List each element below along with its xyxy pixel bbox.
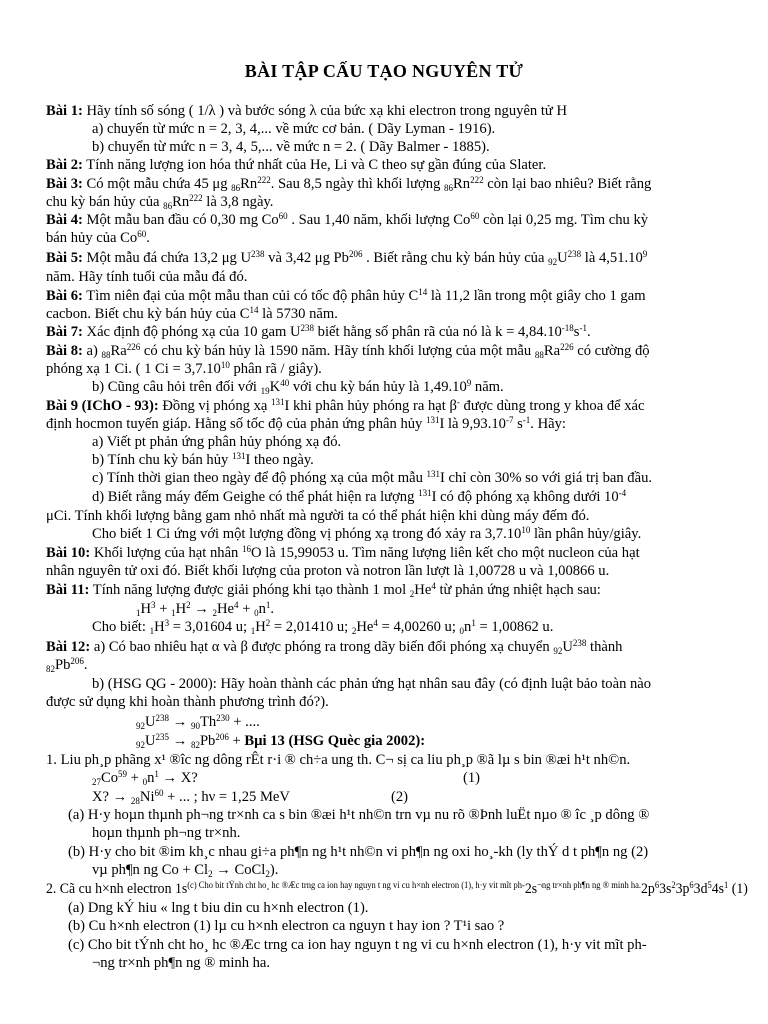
- exercise-10-line-2: nhân nguyên tử oxi đó. Biết khối lượng của proton và notron lần lượt là 1,00728 u và 1,00866 u.: [46, 563, 610, 579]
- exercise-13-part-b-cont: [92, 862, 278, 879]
- superscript: 226: [560, 342, 574, 352]
- text-run: U: [557, 250, 568, 266]
- exercise-11-reaction: [136, 601, 274, 618]
- text-run: c) Tính thời gian theo ngày để độ phóng xạ của một mẫu: [92, 470, 427, 486]
- text-run: Cho biết 1 Ci ứng với một lượng đồng vị phóng xạ trong đó xảy ra 3,7.10: [92, 526, 522, 542]
- text-run: biết hằng số phân rã của nó là k = 4,84.10: [314, 324, 562, 340]
- text-run: He: [356, 619, 374, 635]
- subscript: 88: [534, 350, 544, 360]
- superscript: 226: [126, 342, 141, 352]
- text-run: .: [83, 657, 88, 673]
- exercise-8-label: Bài 8:: [46, 343, 83, 359]
- subscript: 2: [351, 626, 357, 636]
- exercise-12-part-b-cont: được sử dụng khi hoàn thành phương trình đó?).: [46, 694, 329, 710]
- text-run: bán hủy của Co: [46, 230, 138, 246]
- text-run: là 11,2 lần trong một giây cho 1 gam: [427, 288, 646, 304]
- text-run: Một mẫu đá chứa 13,2 μg U: [82, 250, 252, 266]
- subscript: 1: [250, 626, 256, 636]
- exercise-13-item-2-part-c: (c) Cho bit tÝnh cht ho¸ hc ®Æc trng ca ion hay nguyn t ng vi cu h×nh electron (1), h·y vit mĩt ph-: [68, 937, 647, 953]
- superscript: -1: [579, 323, 587, 333]
- text-run: → CoCl: [212, 862, 266, 878]
- text-run: H: [255, 619, 266, 635]
- text-run: = 3,01604 u;: [169, 619, 251, 635]
- text-run: chu kỳ bán hủy của: [46, 194, 164, 210]
- text-run: là 4,51.10: [581, 250, 643, 266]
- subscript: 82: [190, 740, 200, 750]
- exercise-9-part-d-cont: μCi. Tính khối lượng bằng gam nhỏ nhất mà người ta có thể phát hiện khi dùng máy đếm đó.: [46, 508, 590, 524]
- text-run: .: [146, 230, 150, 246]
- text-run: d) Biết rằng máy đếm Geighe có thể phát hiện ra lượng: [92, 489, 419, 505]
- exercise-13-eq-number-1: (1): [463, 770, 481, 786]
- text-run: . Sau 1,40 năm, khối lượng Co: [287, 212, 471, 228]
- superscript: 238: [155, 713, 170, 723]
- superscript: 9: [642, 249, 648, 259]
- text-run: X? →: [92, 789, 131, 805]
- text-run: →: [190, 601, 213, 617]
- superscript: 60: [278, 211, 288, 221]
- subscript: 27: [92, 777, 101, 787]
- exercise-11-given: [92, 619, 553, 636]
- superscript: 238: [572, 638, 587, 648]
- text-run: với chu kỳ bán hủy là 1,49.10: [289, 379, 467, 395]
- exercise-2-line-1: [46, 157, 546, 174]
- exercise-3-line-2: [46, 194, 273, 211]
- text-run: +: [238, 601, 255, 617]
- exercise-9-note: [92, 526, 641, 543]
- exercise-13-part-a-cont: hoµn thµnh ph¬ng tr×nh.: [92, 825, 241, 841]
- text-run: 3s: [659, 881, 672, 897]
- exercise-6-line-1: [46, 288, 646, 305]
- superscript: 1: [471, 618, 476, 628]
- text-run: a) Có bao nhiêu hạt α và β được phóng ra trong dãy biến đổi phóng xạ chuyển: [90, 639, 554, 655]
- exercise-9-part-c: [92, 470, 652, 487]
- text-run: và 3,42 μg Pb: [264, 250, 349, 266]
- superscript: 206: [348, 249, 363, 259]
- superscript: 1: [265, 600, 271, 610]
- text-run: U: [145, 733, 156, 749]
- exercise-9-line-2: [46, 416, 566, 433]
- superscript: 60: [470, 211, 480, 221]
- text-run: . Sau 8,5 ngày thì khối lượng: [270, 176, 445, 192]
- superscript: 2: [186, 600, 191, 610]
- superscript: 238: [300, 323, 315, 333]
- subscript: 92: [136, 740, 145, 750]
- exercise-8-line-3: [92, 379, 504, 396]
- text-run: He: [414, 582, 432, 598]
- subscript: 2: [212, 608, 218, 618]
- exercise-11-label: Bài 11:: [46, 582, 90, 598]
- superscript: 230: [216, 713, 230, 723]
- text-run: Tính năng lượng được giải phóng khi tạo thành 1 mol: [89, 582, 410, 598]
- text-run: U: [145, 714, 156, 730]
- text-run: I theo ngày.: [245, 452, 314, 468]
- subscript: 86: [231, 183, 241, 193]
- superscript: 1: [724, 880, 729, 890]
- subscript: 2: [409, 589, 415, 599]
- exercise-10-line-1: [46, 545, 640, 562]
- exercise-7-line-1: [46, 324, 591, 341]
- exercise-11-line-1: [46, 582, 601, 599]
- superscript: 14: [418, 287, 428, 297]
- text-run: được dùng trong y khoa để xác: [459, 398, 645, 414]
- subscript: 28: [130, 796, 140, 806]
- exercise-13-part-a: (a) H·y hoµn thµnh ph¬ng tr×nh ca s bin ®æi h¹t nh©n trn vµ nu rõ ®Þnh luËt nµo ® îc ¸p dông ®: [68, 807, 650, 823]
- exercise-12-reaction-2: [136, 733, 425, 750]
- text-run: từ phản ứng nhiệt hạch sau:: [435, 582, 601, 598]
- exercise-13-reaction-2: [92, 789, 290, 806]
- text-run: lần phân hủy/giây.: [530, 526, 642, 542]
- subscript: 1: [136, 608, 141, 618]
- exercise-8-line-2: [46, 361, 322, 378]
- text-run: phóng xạ 1 Ci. ( 1 Ci = 3,7.10: [46, 361, 221, 377]
- text-run: Pb: [199, 733, 216, 749]
- superscript: 59: [118, 769, 128, 779]
- subscript: 86: [163, 201, 173, 211]
- exercise-12-label: Bài 12:: [46, 639, 91, 655]
- superscript: 6: [689, 880, 694, 890]
- text-run: I là 9,93.10: [439, 416, 506, 432]
- text-run: He: [217, 601, 235, 617]
- text-run: còn lại 0,25 mg. Tìm chu kỳ: [479, 212, 649, 228]
- text-run: vµ ph¶n ng Co + Cl: [92, 862, 209, 878]
- text-run: Pb: [55, 657, 71, 673]
- exercise-1-label: Bài 1:: [46, 103, 83, 119]
- superscript: 238: [567, 249, 582, 259]
- superscript: 4: [373, 618, 378, 628]
- exercise-5-label: Bài 5:: [46, 250, 83, 266]
- text-run: Đồng vị phóng xạ: [158, 398, 271, 414]
- text-run: .: [586, 324, 591, 340]
- superscript: 222: [470, 175, 484, 185]
- superscript: -7: [505, 415, 514, 425]
- text-run: n: [464, 619, 472, 635]
- text-run: I chỉ còn 30% so với giá trị ban đầu.: [440, 470, 653, 486]
- subscript: 2: [208, 869, 213, 879]
- superscript: 131: [231, 451, 246, 461]
- exercise-10-label: Bài 10:: [46, 545, 91, 561]
- text-run: + ....: [229, 714, 260, 730]
- text-run: Xác định độ phóng xạ của 10 gam U: [82, 324, 301, 340]
- exercise-6-line-2: [46, 306, 338, 323]
- superscript: 2: [671, 880, 676, 890]
- text-run: H: [140, 601, 152, 617]
- text-run: n: [258, 601, 266, 617]
- text-run: 3p: [675, 881, 690, 897]
- exercise-13-item-2-part-c-cont: ¬ng tr×nh ph¶n ng ® minh ha.: [92, 955, 271, 971]
- text-run: +: [127, 770, 143, 786]
- text-run: H: [154, 619, 165, 635]
- superscript: -18: [561, 323, 574, 333]
- text-run: năm.: [471, 379, 504, 395]
- superscript: 222: [189, 193, 203, 203]
- text-run: + ... ; hν = 1,25 MeV: [163, 789, 290, 805]
- superscript: 10: [521, 525, 531, 535]
- text-run: O là 15,99053 u. Tìm năng lượng liên kết cho một nucleon của hạt: [251, 545, 640, 561]
- exercise-7-label: Bài 7:: [46, 324, 83, 340]
- subscript: 88: [101, 350, 111, 360]
- exercise-13-part-b: (b) H·y cho bit ®im kh¸c nhau gi÷a ph¶n ng h¹t nh©n vi ph¶n ng oxi ho¸-kh (ly thÝ d t ph¶n ng (2): [68, 844, 649, 860]
- superscript: (c) Cho bit tÝnh cht ho¸ hc ®Æc trng ca ion hay nguyn t ng vi cu h×nh electron (1), h·y vit mĩt ph-: [187, 880, 525, 890]
- superscript: 131: [418, 488, 432, 498]
- superscript: 131: [425, 415, 440, 425]
- text-run: = 4,00260 u;: [377, 619, 460, 635]
- text-run: n: [147, 770, 155, 786]
- text-run: Ra: [110, 343, 127, 359]
- superscript: 1: [154, 769, 159, 779]
- text-run: b) Tính chu kỳ bán hủy: [92, 452, 232, 468]
- superscript: 10: [220, 360, 230, 370]
- exercise-3-label: Bài 3:: [46, 176, 83, 192]
- text-run: b) Cũng câu hỏi trên đối với: [92, 379, 261, 395]
- text-run: thành: [586, 639, 623, 655]
- text-run: . Biết rằng chu kỳ bán hủy của: [362, 250, 549, 266]
- exercise-1-part-a: a) chuyển từ mức n = 2, 3, 4,... về mức cơ bản. ( Dãy Lyman - 1916).: [92, 121, 496, 137]
- text-run: 2. Cã cu h×nh electron 1s: [46, 881, 188, 897]
- superscript: -: [456, 397, 460, 407]
- text-run: Rn: [240, 176, 258, 192]
- superscript: 3: [151, 600, 156, 610]
- text-run: 4s: [711, 881, 725, 897]
- subscript: 0: [142, 777, 148, 787]
- exercise-12-line-2: [46, 657, 88, 674]
- superscript: 131: [426, 469, 441, 479]
- exercise-9-line-1: [46, 398, 645, 415]
- subscript: 2: [265, 869, 270, 879]
- text-run: phân rã / giây).: [229, 361, 322, 377]
- exercise-9-part-a: a) Viết pt phản ứng phân hủy phóng xạ đó.: [92, 434, 342, 450]
- subscript: 82: [46, 664, 55, 674]
- text-run: = 2,01410 u;: [270, 619, 352, 635]
- superscript: 14: [249, 305, 259, 315]
- text-run: Ni: [139, 789, 155, 805]
- text-run: Có một mẫu chứa 45 μg: [82, 176, 232, 192]
- superscript: 2: [265, 618, 271, 628]
- exercise-6-label: Bài 6:: [46, 288, 83, 304]
- exercise-9-part-b: [92, 452, 314, 469]
- text-run: 2s: [524, 881, 538, 897]
- exercise-4-line-1: [46, 212, 648, 229]
- text-run: 3d: [693, 881, 708, 897]
- exercise-13-eq-number-2: (2): [391, 789, 409, 805]
- text-run: a): [82, 343, 102, 359]
- exercise-13-reaction-1: [92, 770, 198, 787]
- superscript: ¬ng tr×nh ph¶n ng ® minh ha.: [537, 880, 642, 890]
- text-run: Rn: [172, 194, 190, 210]
- superscript: 3: [164, 618, 170, 628]
- exercise-13-label: Bµi 13 (HSG Quèc gia 2002):: [244, 733, 426, 749]
- superscript: 9: [466, 378, 472, 388]
- exercise-1-text: Hãy tính số sóng ( 1/λ ) và bước sóng λ của bức xạ khi electron trong nguyên tử H: [82, 103, 568, 119]
- text-run: có chu kỳ bán hủy là 1590 năm. Hãy tính khối lượng của một mẫu: [140, 343, 535, 359]
- subscript: 0: [254, 608, 259, 618]
- text-run: U: [562, 639, 573, 655]
- text-run: định hocmon tuyến giáp. Hằng số tốc độ của phản ứng phân hủy: [46, 416, 426, 432]
- text-run: Co: [101, 770, 119, 786]
- text-run: →: [169, 714, 191, 730]
- exercise-9-label: Bài 9 (IChO - 93):: [46, 398, 159, 414]
- superscript: -1: [522, 415, 531, 425]
- superscript: 206: [70, 656, 84, 666]
- text-run: I khi phân hủy phóng ra hạt β: [284, 398, 457, 414]
- superscript: 4: [431, 581, 436, 591]
- text-run: K: [269, 379, 281, 395]
- exercise-2-text: Tính năng lượng ion hóa thứ nhất của He, Li và C theo sự gần đúng của Slater.: [82, 157, 547, 173]
- exercise-13-item-1: 1. Liu ph¸p phãng x¹ ®îc ng dông rÊt r·i ® ch÷a ung th. C¬ sị ca liu ph¸p ®ã lµ s bin ®æi h¹t nh©n.: [46, 752, 631, 768]
- text-run: Cho biết:: [92, 619, 150, 635]
- exercise-12-reaction-1: [136, 714, 260, 731]
- text-run: s: [513, 416, 523, 432]
- exercise-13-item-2-part-b: (b) Cu h×nh electron (1) lµ cu h×nh electron ca nguyn t hay ion ? T¹i sao ?: [68, 918, 505, 934]
- exercise-5-line-1: [46, 250, 647, 267]
- subscript: 19: [260, 386, 270, 396]
- text-run: Ra: [543, 343, 561, 359]
- text-run: còn lại bao nhiêu? Biết rằng: [483, 176, 652, 192]
- text-run: ).: [269, 862, 279, 878]
- text-run: s: [573, 324, 580, 340]
- text-run: . Hãy:: [530, 416, 566, 432]
- subscript: 90: [190, 721, 200, 731]
- superscript: 40: [280, 378, 290, 388]
- text-run: = 1,00862 u.: [475, 619, 554, 635]
- superscript: 131: [271, 397, 285, 407]
- document-title: BÀI TẬP CẤU TẠO NGUYÊN TỬ: [244, 61, 524, 81]
- subscript: 86: [444, 183, 454, 193]
- superscript: 222: [257, 175, 271, 185]
- text-run: I có độ phóng xạ không dưới 10: [431, 489, 619, 505]
- exercise-3-line-1: [46, 176, 651, 193]
- text-run: (1): [728, 881, 748, 897]
- superscript: 60: [154, 788, 164, 798]
- exercise-9-part-d: [92, 489, 626, 506]
- text-run: Rn: [453, 176, 471, 192]
- text-run: →: [169, 733, 191, 749]
- superscript: 235: [155, 732, 170, 742]
- exercise-13-item-2-part-a: (a) Dng kÝ hiu « lng t biu din cu h×nh electron (1).: [68, 900, 369, 916]
- exercise-12-line-1: [46, 639, 622, 656]
- superscript: -4: [618, 488, 627, 498]
- text-run: Tìm niên đại của một mẫu than củi có tốc độ phân hủy C: [82, 288, 419, 304]
- text-run: Một mẫu ban đầu có 0,30 mg Co: [82, 212, 279, 228]
- superscript: 60: [137, 229, 147, 239]
- exercise-1-line-1: [46, 103, 567, 120]
- text-run: .: [270, 601, 275, 617]
- text-run: +: [228, 733, 245, 749]
- subscript: 1: [171, 608, 176, 618]
- exercise-8-line-1: [46, 343, 650, 360]
- exercise-4-line-2: [46, 230, 150, 247]
- text-run: là 5730 năm.: [258, 306, 338, 322]
- text-run: 2p: [641, 881, 655, 897]
- subscript: 92: [548, 257, 558, 267]
- subscript: 0: [459, 626, 465, 636]
- text-run: cacbon. Biết chu kỳ bán hủy của C: [46, 306, 250, 322]
- text-run: là 3,8 ngày.: [202, 194, 274, 210]
- exercise-12-part-b: b) (HSG QG - 2000): Hãy hoàn thành các phản ứng hạt nhân sau đây (có định luật bảo toàn nào: [92, 676, 652, 692]
- exercise-5-line-2: năm. Hãy tính tuổi của mẫu đá đó.: [46, 269, 248, 285]
- exercise-13-item-2: [46, 881, 748, 898]
- subscript: 92: [553, 646, 563, 656]
- text-run: → X?: [158, 770, 198, 786]
- exercise-4-label: Bài 4:: [46, 212, 83, 228]
- exercise-2-label: Bài 2:: [46, 157, 83, 173]
- subscript: 92: [136, 721, 145, 731]
- text-run: Th: [199, 714, 217, 730]
- text-run: H: [175, 601, 187, 617]
- text-run: Khối lượng của hạt nhân: [90, 545, 242, 561]
- superscript: 4: [234, 600, 239, 610]
- text-run: +: [155, 601, 172, 617]
- superscript: 6: [654, 880, 660, 890]
- superscript: 5: [707, 880, 712, 890]
- subscript: 1: [149, 626, 155, 636]
- superscript: 206: [215, 732, 229, 742]
- text-run: có cường độ: [573, 343, 650, 359]
- superscript: 16: [242, 544, 251, 554]
- superscript: 238: [251, 249, 265, 259]
- exercise-1-part-b: b) chuyển từ mức n = 3, 4, 5,... về mức n = 2. ( Dãy Balmer - 1885).: [92, 139, 490, 155]
